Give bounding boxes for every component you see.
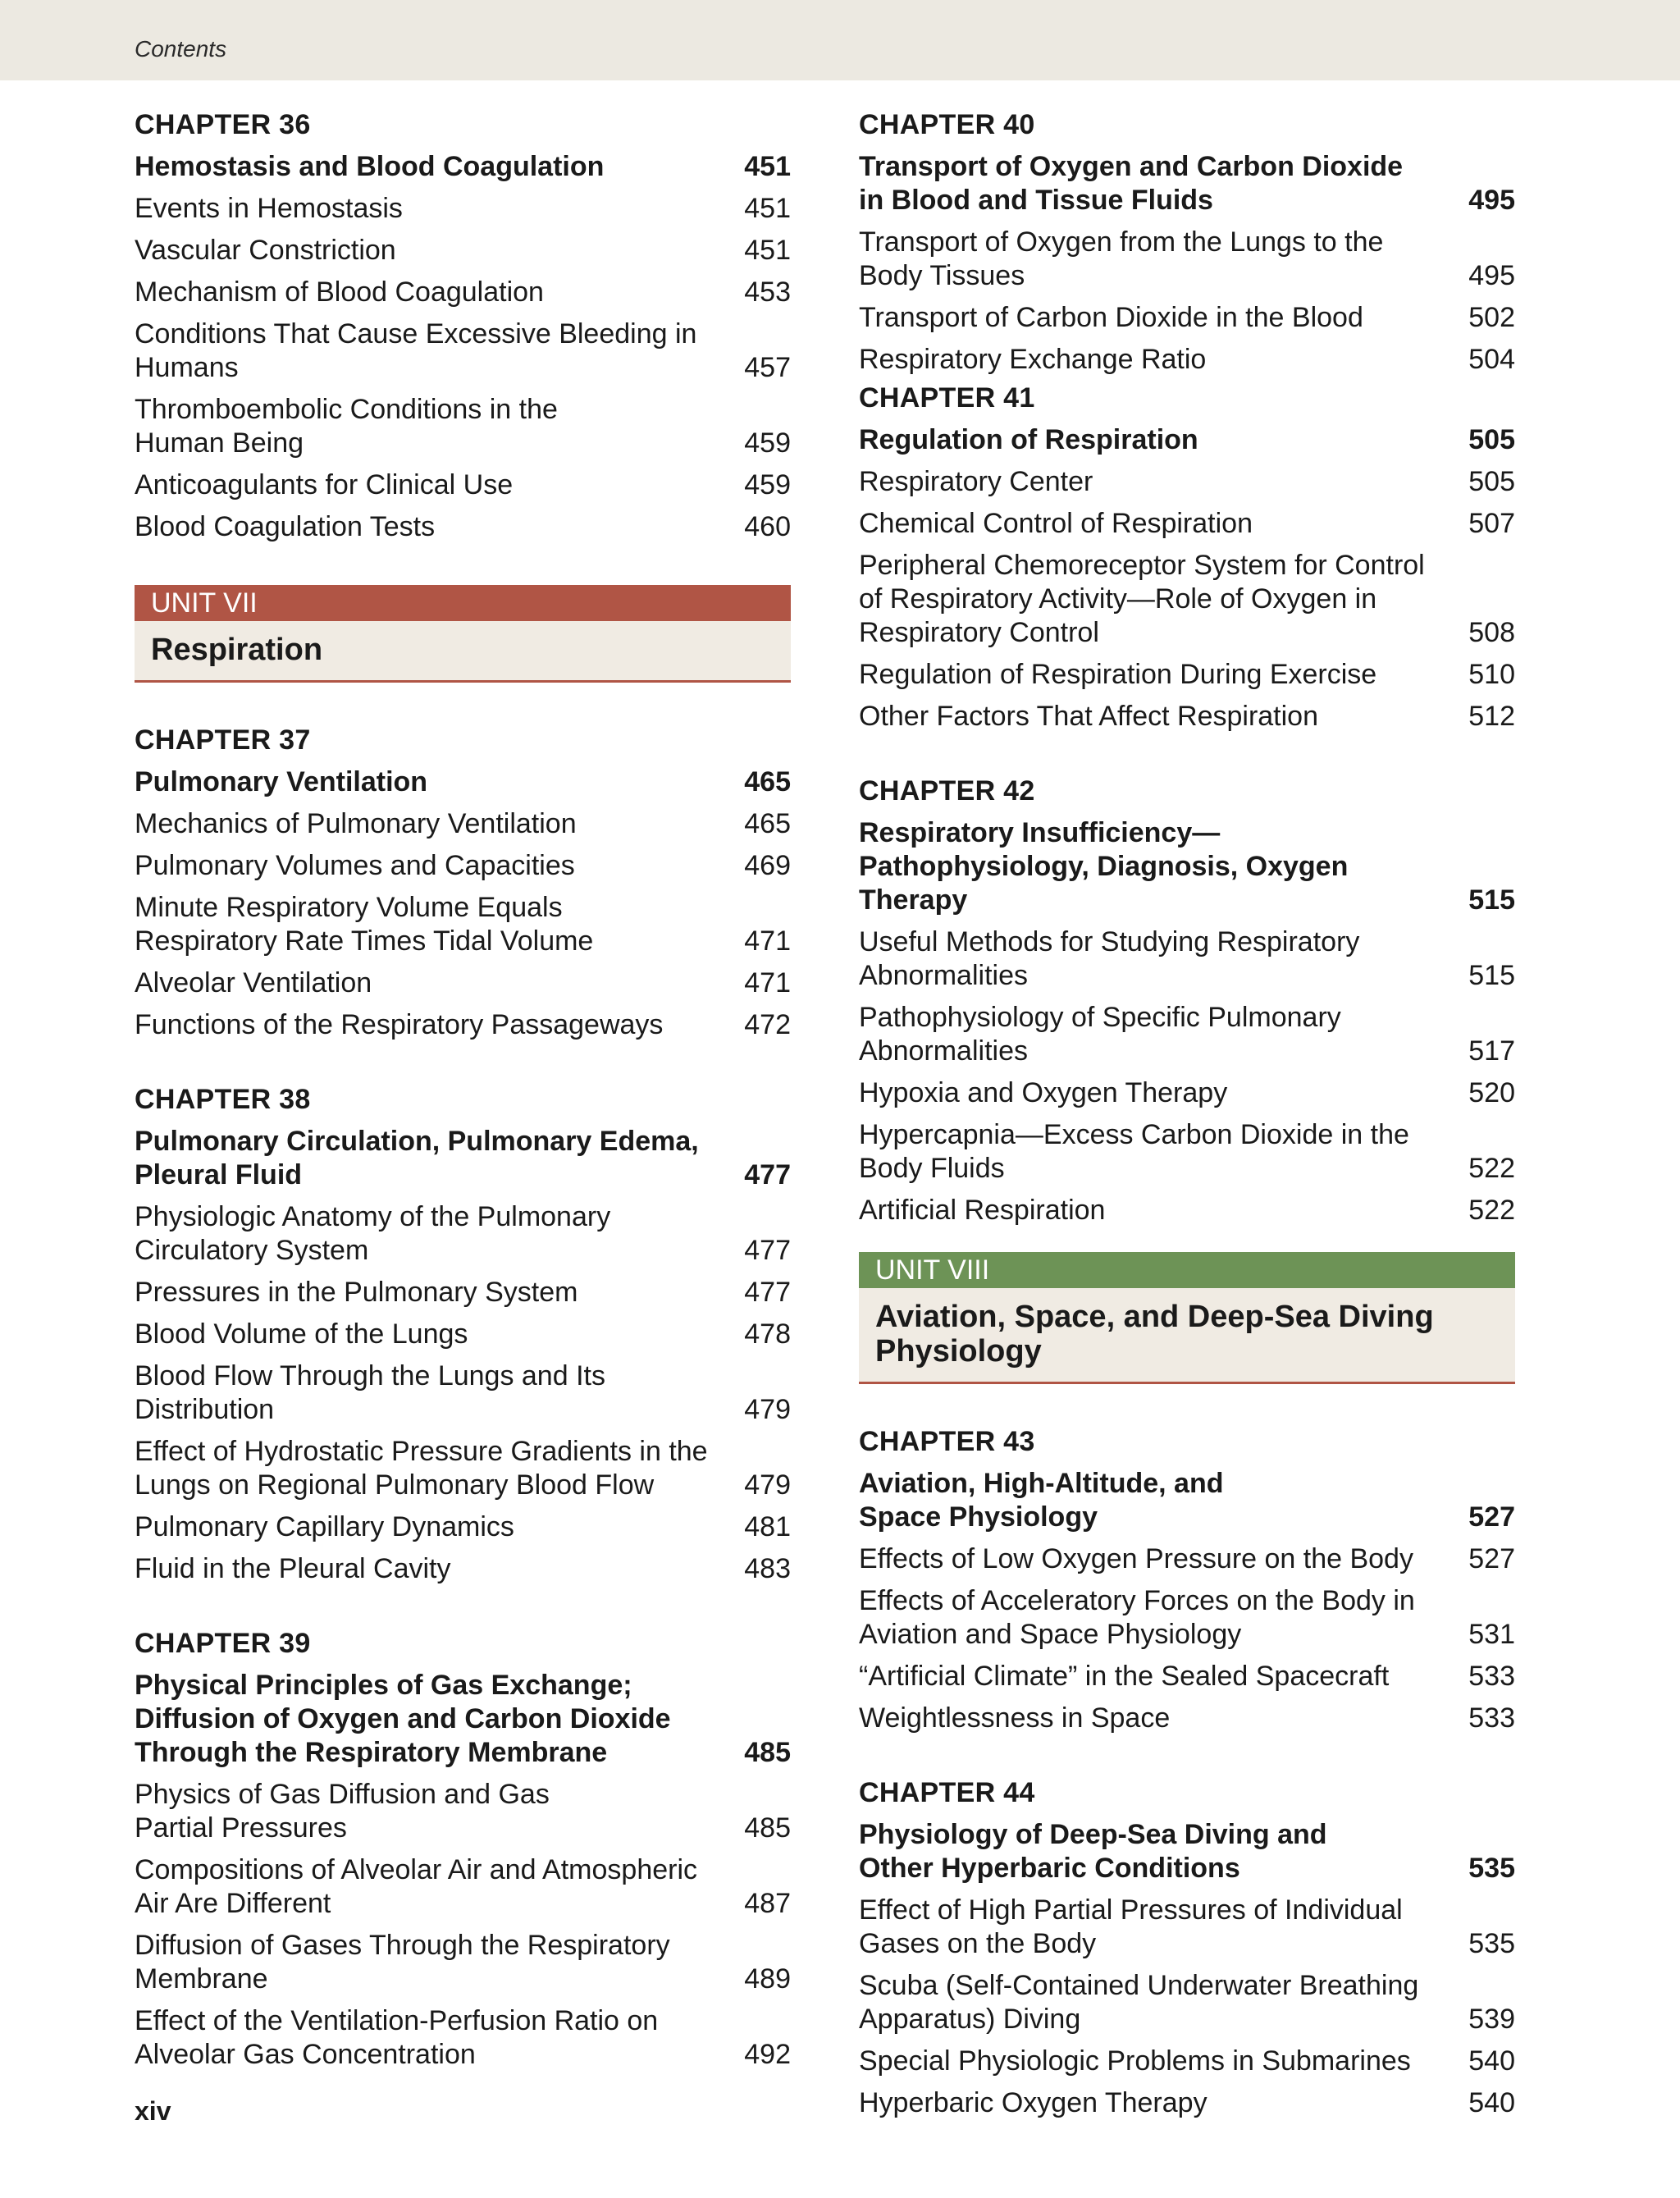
toc-entry[interactable] (135, 2004, 791, 2072)
entry-title: Special Physiologic Problems in Submarines (859, 2045, 1411, 2077)
toc-entry[interactable] (859, 1001, 1515, 1068)
toc-entry[interactable] (135, 234, 791, 267)
entry-page: 489 (744, 1963, 791, 1995)
unit-7-banner (135, 585, 791, 683)
entry-title: Blood Flow Through the Lungs and Its Distribution (135, 1360, 605, 1425)
entry-title: Other Factors That Affect Respiration (859, 701, 1319, 732)
entry-page: 504 (1468, 344, 1515, 375)
entry-page: 495 (1468, 260, 1515, 291)
entry-page: 533 (1468, 1702, 1515, 1734)
unit-title: Respiration (135, 621, 791, 680)
toc-entry[interactable] (135, 510, 791, 544)
toc-entry[interactable] (859, 925, 1515, 993)
chapter-label: CHAPTER 37 (135, 724, 311, 756)
entry-page: 487 (744, 1888, 791, 1919)
entry-page: 507 (1468, 508, 1515, 539)
entry-page: 485 (744, 1737, 791, 1768)
entry-title: Artificial Respiration (859, 1195, 1106, 1226)
toc-entry-main[interactable] (859, 423, 1515, 457)
entry-title: Chemical Control of Respiration (859, 508, 1253, 539)
entry-page: 479 (744, 1469, 791, 1501)
entry-title: Pulmonary Circulation, Pulmonary Edema, Pleural Fluid (135, 1126, 699, 1190)
chapter-label: CHAPTER 43 (859, 1426, 1035, 1457)
entry-title: Transport of Carbon Dioxide in the Blood (859, 302, 1363, 333)
entry-page: 471 (744, 967, 791, 998)
toc-entry[interactable] (135, 1008, 791, 1042)
toc-entry[interactable] (859, 1702, 1515, 1735)
entry-page: 451 (744, 193, 791, 224)
entry-title: Scuba (Self-Contained Underwater Breathing Apparatus) Diving (859, 1970, 1419, 2035)
entry-title: Physiologic Anatomy of the Pulmonary Circulatory System (135, 1201, 611, 1266)
left-column (135, 108, 791, 2113)
chapter-label: CHAPTER 36 (135, 109, 311, 140)
entry-page: 469 (744, 850, 791, 881)
entry-title: Useful Methods for Studying Respiratory Abnormalities (859, 926, 1360, 991)
chapter-label: CHAPTER 41 (859, 382, 1035, 414)
toc-entry[interactable] (135, 468, 791, 502)
entry-title: Effect of the Ventilation-Perfusion Ratio on Alveolar Gas Concentration (135, 2005, 659, 2070)
entry-page: 540 (1468, 2087, 1515, 2118)
entry-page: 481 (744, 1511, 791, 1542)
entry-title: Respiratory Insufficiency—Pathophysiology, Diagnosis, Oxygen Therapy (859, 817, 1349, 916)
toc-entry-main[interactable] (135, 1669, 791, 1770)
chapter-38 (135, 1083, 791, 1586)
toc-entry[interactable] (135, 1435, 791, 1502)
toc-entry[interactable] (859, 1660, 1515, 1693)
toc-entry[interactable] (859, 2045, 1515, 2078)
chapter-42 (859, 775, 1515, 1227)
entry-title: Hypercapnia—Excess Carbon Dioxide in the Body Fluids (859, 1119, 1409, 1184)
entry-page: 477 (744, 1277, 791, 1308)
entry-title: Regulation of Respiration During Exercise (859, 659, 1377, 690)
unit-divider (135, 680, 791, 683)
toc-entry[interactable] (135, 1318, 791, 1351)
entry-page: 495 (1468, 185, 1515, 216)
toc-entry-main[interactable] (859, 150, 1515, 217)
chapter-label: CHAPTER 38 (135, 1084, 311, 1115)
entry-page: 477 (744, 1159, 791, 1190)
right-column (859, 108, 1515, 2161)
entry-page: 512 (1468, 701, 1515, 732)
entry-page: 517 (1468, 1035, 1515, 1067)
entry-title: Thromboembolic Conditions in the Human Being (135, 394, 558, 459)
entry-title: Vascular Constriction (135, 235, 396, 266)
toc-entry[interactable] (859, 1194, 1515, 1227)
entry-title: Respiratory Center (859, 466, 1093, 497)
chapter-label: CHAPTER 39 (135, 1628, 311, 1659)
entry-title: Pressures in the Pulmonary System (135, 1277, 578, 1308)
chapter-37 (135, 724, 791, 1042)
toc-entry[interactable] (135, 1510, 791, 1544)
entry-page: 465 (744, 808, 791, 839)
entry-page: 459 (744, 469, 791, 500)
entry-page: 457 (744, 352, 791, 383)
entry-page: 539 (1468, 2004, 1515, 2035)
entry-page: 502 (1468, 302, 1515, 333)
unit-label: UNIT VII (135, 585, 791, 621)
entry-page: 508 (1468, 617, 1515, 648)
entry-page: 540 (1468, 2045, 1515, 2077)
entry-title: Transport of Oxygen from the Lungs to the Body Tissues (859, 226, 1384, 291)
toc-entry[interactable] (859, 1969, 1515, 2036)
entry-page: 522 (1468, 1195, 1515, 1226)
entry-title: Physiology of Deep-Sea Diving and Other Hyperbaric Conditions (859, 1819, 1327, 1884)
entry-title: Fluid in the Pleural Cavity (135, 1553, 451, 1584)
entry-title: Effect of High Partial Pressures of Individual Gases on the Body (859, 1894, 1403, 1959)
entry-title: Pathophysiology of Specific Pulmonary Abnormalities (859, 1002, 1341, 1067)
toc-entry[interactable] (859, 1584, 1515, 1652)
entry-page: 477 (744, 1235, 791, 1266)
entry-page: 520 (1468, 1077, 1515, 1108)
chapter-43 (859, 1425, 1515, 1735)
entry-page: 453 (744, 276, 791, 308)
toc-entry[interactable] (859, 507, 1515, 541)
entry-page: 472 (744, 1009, 791, 1040)
entry-title: Physics of Gas Diffusion and Gas Partial Pressures (135, 1779, 550, 1844)
toc-entry[interactable] (859, 2086, 1515, 2120)
entry-title: Blood Volume of the Lungs (135, 1318, 468, 1350)
toc-entry[interactable] (135, 1276, 791, 1309)
toc-entry[interactable] (135, 1778, 791, 1845)
toc-entry-main[interactable] (135, 1125, 791, 1192)
entry-page: 451 (744, 235, 791, 266)
toc-entry-main[interactable] (859, 816, 1515, 917)
chapter-label: CHAPTER 42 (859, 775, 1035, 807)
unit-title: Aviation, Space, and Deep-Sea Diving Physiology (859, 1288, 1515, 1382)
entry-title: Pulmonary Capillary Dynamics (135, 1511, 514, 1542)
entry-page: 505 (1468, 424, 1515, 455)
unit-divider (859, 1382, 1515, 1384)
entry-title: Effect of Hydrostatic Pressure Gradients in the Lungs on Regional Pulmonary Blood Flow (135, 1436, 708, 1501)
entry-title: Alveolar Ventilation (135, 967, 372, 998)
entry-title: Hypoxia and Oxygen Therapy (859, 1077, 1228, 1108)
entry-page: 522 (1468, 1153, 1515, 1184)
chapter-label: CHAPTER 40 (859, 109, 1035, 140)
header-label: Contents (135, 36, 227, 62)
entry-title: Blood Coagulation Tests (135, 511, 436, 542)
unit-label: UNIT VIII (859, 1252, 1515, 1288)
chapter-41 (859, 382, 1515, 733)
entry-page: 479 (744, 1394, 791, 1425)
toc-entry[interactable] (859, 1542, 1515, 1576)
page-header (0, 0, 1680, 80)
chapter-39 (135, 1627, 791, 2072)
entry-page: 535 (1468, 1853, 1515, 1884)
toc-entry[interactable] (135, 966, 791, 1000)
toc-entry[interactable] (859, 1894, 1515, 1961)
chapter-36 (135, 108, 791, 544)
toc-entry[interactable] (135, 318, 791, 385)
toc-entry[interactable] (135, 1929, 791, 1996)
toc-entry[interactable] (859, 1118, 1515, 1186)
toc-entry-main[interactable] (859, 1818, 1515, 1885)
toc-entry[interactable] (135, 849, 791, 883)
toc-entry[interactable] (135, 891, 791, 958)
unit-8-banner (859, 1252, 1515, 1384)
entry-title: Weightlessness in Space (859, 1702, 1171, 1734)
entry-title: “Artificial Climate” in the Sealed Spacecraft (859, 1661, 1390, 1692)
entry-title: Functions of the Respiratory Passageways (135, 1009, 664, 1040)
entry-title: Pulmonary Volumes and Capacities (135, 850, 575, 881)
entry-page: 459 (744, 427, 791, 459)
toc-entry[interactable] (135, 192, 791, 226)
toc-entry[interactable] (859, 465, 1515, 499)
toc-entry[interactable] (135, 1200, 791, 1268)
entry-title: Minute Respiratory Volume Equals Respiratory Rate Times Tidal Volume (135, 892, 594, 957)
entry-title: Transport of Oxygen and Carbon Dioxide in Blood and Tissue Fluids (859, 151, 1404, 216)
toc-entry-main[interactable] (135, 150, 791, 184)
entry-title: Effects of Low Oxygen Pressure on the Body (859, 1543, 1413, 1574)
entry-page: 535 (1468, 1928, 1515, 1959)
entry-title: Respiratory Exchange Ratio (859, 344, 1207, 375)
entry-page: 483 (744, 1553, 791, 1584)
entry-page: 527 (1468, 1543, 1515, 1574)
toc-entry[interactable] (135, 393, 791, 460)
entry-title: Anticoagulants for Clinical Use (135, 469, 514, 500)
entry-title: Mechanism of Blood Coagulation (135, 276, 544, 308)
entry-title: Hemostasis and Blood Coagulation (135, 151, 605, 182)
chapter-label: CHAPTER 44 (859, 1777, 1035, 1808)
toc-entry-main[interactable] (859, 1467, 1515, 1534)
entry-page: 515 (1468, 960, 1515, 991)
entry-page: 451 (744, 151, 791, 182)
entry-title: Physical Principles of Gas Exchange; Diffusion of Oxygen and Carbon Dioxide Through the Respiratory Membrane (135, 1670, 671, 1768)
toc-entry[interactable] (135, 1359, 791, 1427)
toc-entry[interactable] (859, 226, 1515, 293)
toc-entry[interactable] (135, 1552, 791, 1586)
entry-page: 460 (744, 511, 791, 542)
entry-title: Conditions That Cause Excessive Bleeding in Humans (135, 318, 697, 383)
entry-page: 515 (1468, 884, 1515, 916)
entry-title: Mechanics of Pulmonary Ventilation (135, 808, 577, 839)
entry-title: Effects of Acceleratory Forces on the Body in Aviation and Space Physiology (859, 1585, 1415, 1650)
entry-page: 485 (744, 1812, 791, 1844)
entry-page: 471 (744, 925, 791, 957)
entry-title: Pulmonary Ventilation (135, 766, 428, 797)
entry-title: Diffusion of Gases Through the Respiratory Membrane (135, 1930, 670, 1995)
chapter-40 (859, 108, 1515, 377)
toc-entry[interactable] (859, 301, 1515, 335)
entry-page: 510 (1468, 659, 1515, 690)
entry-page: 492 (744, 2039, 791, 2070)
entry-page: 527 (1468, 1501, 1515, 1533)
toc-entry[interactable] (859, 549, 1515, 650)
toc-entry[interactable] (859, 1076, 1515, 1110)
entry-page: 478 (744, 1318, 791, 1350)
page-number: xiv (135, 2096, 171, 2126)
entry-title: Events in Hemostasis (135, 193, 403, 224)
entry-title: Aviation, High-Altitude, and Space Physiology (859, 1468, 1224, 1533)
entry-title: Peripheral Chemoreceptor System for Control of Respiratory Activity—Role of Oxygen in Respiratory Control (859, 550, 1425, 648)
toc-entry[interactable] (135, 807, 791, 841)
entry-page: 533 (1468, 1661, 1515, 1692)
entry-title: Compositions of Alveolar Air and Atmospheric Air Are Different (135, 1854, 698, 1919)
entry-title: Hyperbaric Oxygen Therapy (859, 2087, 1208, 2118)
toc-entry-main[interactable] (135, 765, 791, 799)
toc-entry[interactable] (859, 343, 1515, 377)
entry-page: 505 (1468, 466, 1515, 497)
toc-entry[interactable] (859, 700, 1515, 733)
chapter-44 (859, 1776, 1515, 2120)
entry-title: Regulation of Respiration (859, 424, 1198, 455)
toc-entry[interactable] (135, 276, 791, 309)
entry-page: 531 (1468, 1619, 1515, 1650)
toc-entry[interactable] (135, 1853, 791, 1921)
toc-entry[interactable] (859, 658, 1515, 692)
entry-page: 465 (744, 766, 791, 797)
